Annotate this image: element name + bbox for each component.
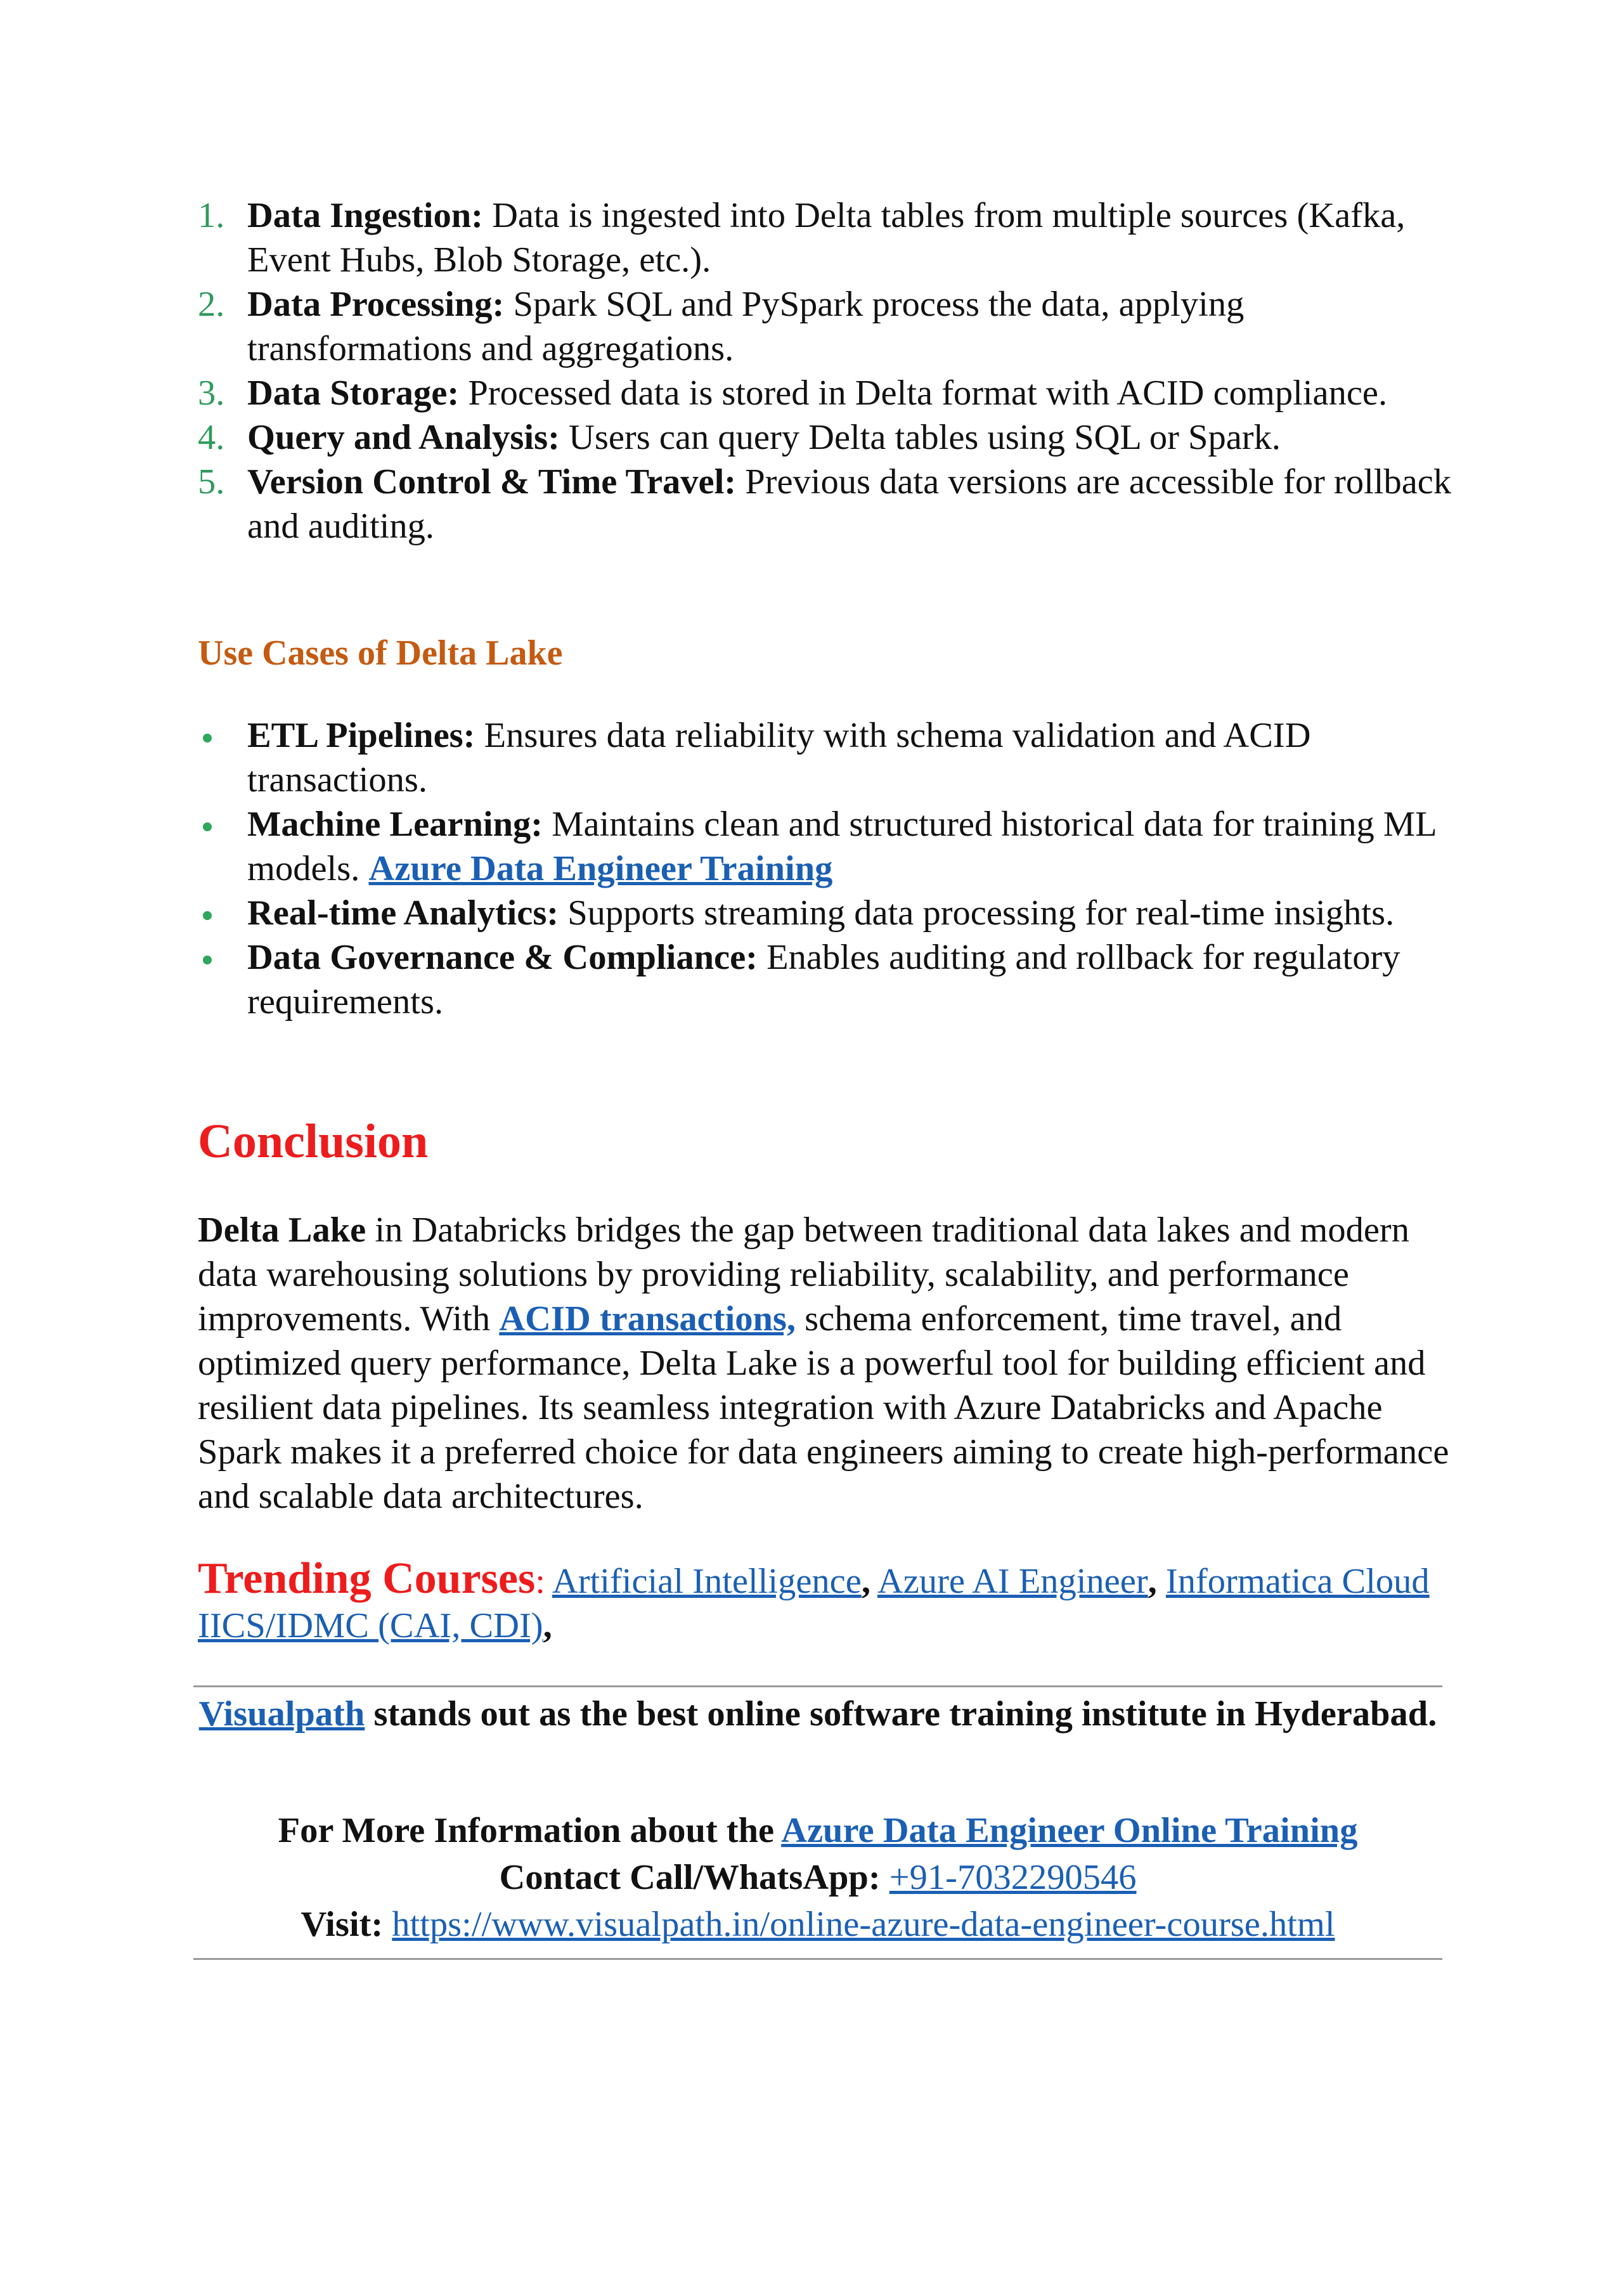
divider-bottom	[193, 1958, 1442, 1960]
use-case-title: Machine Learning:	[247, 805, 543, 844]
separator: ,	[861, 1562, 870, 1601]
use-cases-heading: Use Cases of Delta Lake	[198, 633, 563, 673]
bullet-icon	[203, 956, 212, 964]
list-number: 1.	[198, 196, 225, 235]
use-case-title: Data Governance & Compliance:	[247, 938, 758, 977]
footer-contact-line	[193, 1855, 1442, 1900]
info-prefix: For More Information about the	[278, 1811, 782, 1850]
list-item	[198, 282, 1453, 371]
azure-online-training-link[interactable]: Azure Data Engineer Online Training	[781, 1811, 1358, 1850]
bullet-icon	[203, 911, 212, 920]
visit-label: Visit:	[301, 1905, 392, 1944]
footer-info-line	[193, 1808, 1442, 1853]
list-item	[198, 193, 1453, 282]
workflow-steps-list	[198, 193, 1453, 548]
use-case-text: Supports streaming data processing for real-time insights.	[559, 893, 1395, 933]
step-text: Users can query Delta tables using SQL or Spark.	[559, 418, 1281, 457]
use-case-text: Enables auditing and rollback for regulatory requirements.	[247, 938, 1400, 1022]
list-item	[198, 891, 1453, 935]
conclusion-lead: Delta Lake	[198, 1210, 366, 1250]
course-link-azure-ai[interactable]: Azure AI Engineer	[877, 1562, 1148, 1601]
step-text: Data is ingested into Delta tables from multiple sources (Kafka, Event Hubs, Blob Storage, etc.).	[247, 196, 1406, 280]
trending-label: Trending Courses	[198, 1554, 536, 1603]
list-number: 2.	[198, 285, 225, 324]
list-number: 4.	[198, 418, 225, 457]
step-text: Processed data is stored in Delta format with ACID compliance.	[459, 373, 1388, 413]
bullet-icon	[203, 734, 212, 743]
list-item	[198, 802, 1453, 891]
divider-top	[193, 1685, 1442, 1687]
phone-link[interactable]: +91-7032290546	[889, 1858, 1137, 1897]
trending-colon: :	[535, 1562, 545, 1601]
course-url-link[interactable]: https://www.visualpath.in/online-azure-data-engineer-course.html	[392, 1905, 1335, 1944]
conclusion-text-1: in Databricks bridges the gap between traditional data lakes and modern data warehousing solutions by providing reliability, scalability, and performance improvements. With	[198, 1210, 1409, 1339]
conclusion-heading: Conclusion	[198, 1115, 429, 1168]
list-item	[198, 460, 1453, 548]
trending-courses	[198, 1554, 1459, 1648]
step-title: Data Processing:	[247, 285, 505, 324]
course-link-informatica[interactable]: Informatica Cloud IICS/IDMC (CAI, CDI)	[198, 1562, 1430, 1645]
use-case-text: Maintains clean and structured historical data for training ML models.	[247, 805, 1436, 888]
step-title: Query and Analysis:	[247, 418, 560, 457]
contact-label: Contact Call/WhatsApp:	[499, 1858, 889, 1897]
visualpath-link[interactable]: Visualpath	[198, 1694, 365, 1734]
step-text: Spark SQL and PySpark process the data, applying transformations and aggregations.	[247, 285, 1245, 368]
step-title: Data Storage:	[247, 373, 460, 413]
course-link-ai[interactable]: Artificial Intelligence	[552, 1562, 862, 1601]
separator: ,	[1148, 1562, 1157, 1601]
separator: ,	[543, 1606, 552, 1645]
footer-visit-line	[193, 1902, 1442, 1947]
step-title: Data Ingestion:	[247, 196, 483, 235]
conclusion-paragraph	[198, 1208, 1459, 1519]
list-item	[198, 415, 1453, 460]
use-case-text: Ensures data reliability with schema validation and ACID transactions.	[247, 716, 1311, 800]
conclusion-text-2: schema enforcement, time travel, and optimized query performance, Delta Lake is a powerful tool for building efficient and resilient data pipelines. Its seamless integration with Azure Databricks and Apache Spark makes it a preferred choice for data engineers aiming to create high-performance and scalable data architectures.	[198, 1299, 1449, 1516]
list-number: 3.	[198, 373, 225, 413]
footer-brand-line	[193, 1692, 1442, 1736]
list-item	[198, 935, 1453, 1024]
azure-data-engineer-training-link[interactable]: Azure Data Engineer Training	[368, 849, 833, 888]
bullet-icon	[203, 822, 212, 831]
acid-transactions-link[interactable]: ACID transactions,	[499, 1299, 796, 1339]
list-item	[198, 713, 1453, 802]
list-item	[198, 371, 1453, 415]
use-case-title: ETL Pipelines:	[247, 716, 475, 755]
use-case-title: Real-time Analytics:	[247, 893, 559, 933]
footer-brand-text: stands out as the best online software training institute in Hyderabad.	[365, 1694, 1437, 1734]
step-title: Version Control & Time Travel:	[247, 462, 737, 502]
list-number: 5.	[198, 462, 225, 502]
use-cases-list	[198, 713, 1453, 1024]
step-text: Previous data versions are accessible for rollback and auditing.	[247, 462, 1452, 546]
